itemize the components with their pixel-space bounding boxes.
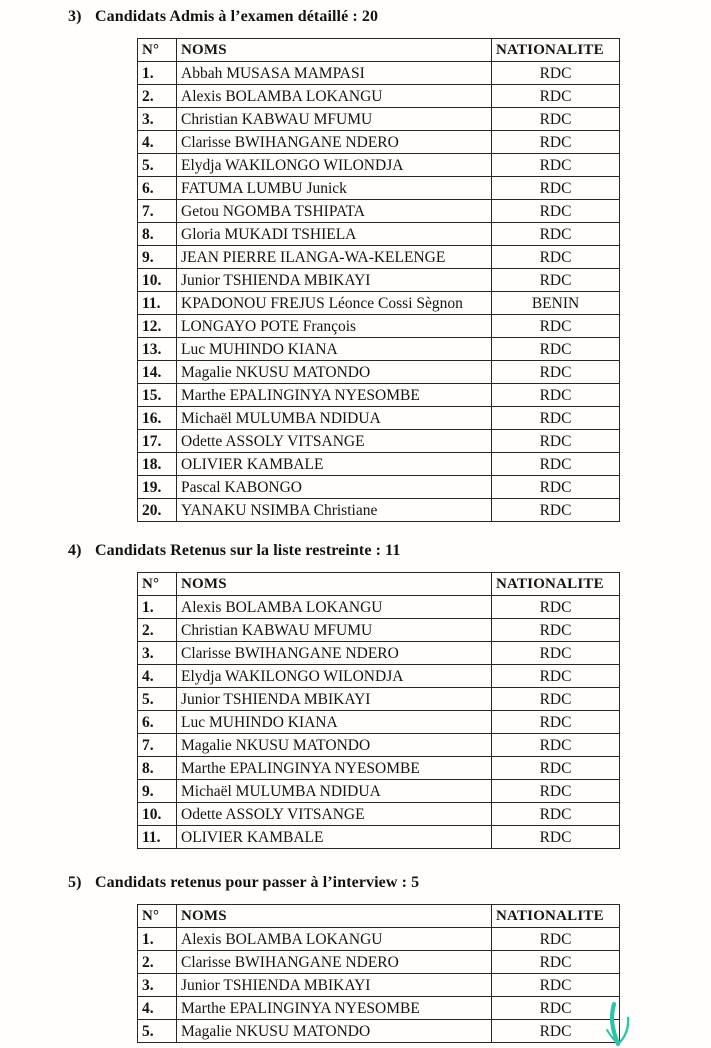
candidate-nationality: RDC: [492, 499, 620, 522]
candidate-nationality: RDC: [492, 734, 620, 757]
row-number: 3.: [138, 642, 177, 665]
candidate-nationality: RDC: [492, 154, 620, 177]
row-number: 10.: [138, 269, 177, 292]
candidate-nationality: RDC: [492, 619, 620, 642]
candidates-section: [0, 542, 711, 849]
candidate-nationality: RDC: [492, 974, 620, 997]
section-number: 4): [68, 542, 82, 559]
candidate-nationality: BENIN: [492, 292, 620, 315]
table-row: [138, 803, 620, 826]
section-number: 5): [68, 874, 82, 891]
row-number: 1.: [138, 596, 177, 619]
table-row: [138, 177, 620, 200]
candidate-name: Magalie NKUSU MATONDO: [177, 1020, 492, 1043]
table-row: [138, 757, 620, 780]
row-number: 4.: [138, 665, 177, 688]
candidate-nationality: RDC: [492, 361, 620, 384]
candidate-nationality: RDC: [492, 338, 620, 361]
candidate-nationality: RDC: [492, 269, 620, 292]
row-number: 2.: [138, 85, 177, 108]
candidate-nationality: RDC: [492, 315, 620, 338]
candidate-nationality: RDC: [492, 476, 620, 499]
table-row: [138, 974, 620, 997]
candidate-name: OLIVIER KAMBALE: [177, 453, 492, 476]
table-row: [138, 430, 620, 453]
table-row: [138, 619, 620, 642]
row-number: 2.: [138, 951, 177, 974]
candidate-name: Getou NGOMBA TSHIPATA: [177, 200, 492, 223]
table-row: [138, 223, 620, 246]
table-header-row: [138, 905, 620, 928]
candidate-name: Marthe EPALINGINYA NYESOMBE: [177, 997, 492, 1020]
candidate-nationality: RDC: [492, 826, 620, 849]
candidate-nationality: RDC: [492, 951, 620, 974]
table-row: [138, 711, 620, 734]
candidate-nationality: RDC: [492, 803, 620, 826]
candidate-nationality: RDC: [492, 711, 620, 734]
candidate-nationality: RDC: [492, 1020, 620, 1043]
candidate-name: LONGAYO POTE François: [177, 315, 492, 338]
column-header-nationalite: NATIONALITE: [492, 39, 620, 62]
candidate-nationality: RDC: [492, 642, 620, 665]
candidate-name: Michaël MULUMBA NDIDUA: [177, 780, 492, 803]
row-number: 13.: [138, 338, 177, 361]
column-header-nationalite: NATIONALITE: [492, 905, 620, 928]
sections-container: [0, 8, 711, 1043]
row-number: 4.: [138, 131, 177, 154]
row-number: 14.: [138, 361, 177, 384]
row-number: 15.: [138, 384, 177, 407]
section-number: 3): [68, 8, 82, 25]
row-number: 20.: [138, 499, 177, 522]
section-title: Candidats Retenus sur la liste restreinte : 11: [95, 542, 401, 559]
candidate-nationality: RDC: [492, 596, 620, 619]
row-number: 19.: [138, 476, 177, 499]
row-number: 5.: [138, 1020, 177, 1043]
table-row: [138, 384, 620, 407]
table-row: [138, 642, 620, 665]
candidate-name: Junior TSHIENDA MBIKAYI: [177, 974, 492, 997]
candidate-name: Pascal KABONGO: [177, 476, 492, 499]
candidates-section: [0, 8, 711, 522]
candidate-nationality: RDC: [492, 384, 620, 407]
table-header-row: [138, 573, 620, 596]
table-row: [138, 246, 620, 269]
table-row: [138, 688, 620, 711]
row-number: 6.: [138, 177, 177, 200]
candidate-nationality: RDC: [492, 62, 620, 85]
candidate-name: Alexis BOLAMBA LOKANGU: [177, 596, 492, 619]
candidate-nationality: RDC: [492, 108, 620, 131]
candidate-name: JEAN PIERRE ILANGA-WA-KELENGE: [177, 246, 492, 269]
candidate-name: Luc MUHINDO KIANA: [177, 711, 492, 734]
candidate-name: Abbah MUSASA MAMPASI: [177, 62, 492, 85]
candidate-name: Christian KABWAU MFUMU: [177, 108, 492, 131]
table-row: [138, 62, 620, 85]
row-number: 7.: [138, 734, 177, 757]
row-number: 11.: [138, 292, 177, 315]
candidate-nationality: RDC: [492, 928, 620, 951]
candidate-name: Clarisse BWIHANGANE NDERO: [177, 131, 492, 154]
candidate-nationality: RDC: [492, 85, 620, 108]
row-number: 4.: [138, 997, 177, 1020]
candidate-name: Luc MUHINDO KIANA: [177, 338, 492, 361]
row-number: 6.: [138, 711, 177, 734]
candidate-nationality: RDC: [492, 780, 620, 803]
column-header-nationalite: NATIONALITE: [492, 573, 620, 596]
candidate-nationality: RDC: [492, 453, 620, 476]
table-row: [138, 734, 620, 757]
candidate-nationality: RDC: [492, 688, 620, 711]
candidate-name: Odette ASSOLY VITSANGE: [177, 430, 492, 453]
table-row: [138, 453, 620, 476]
candidate-name: Gloria MUKADI TSHIELA: [177, 223, 492, 246]
column-header-num: N°: [138, 39, 177, 62]
row-number: 9.: [138, 780, 177, 803]
candidate-name: Odette ASSOLY VITSANGE: [177, 803, 492, 826]
row-number: 10.: [138, 803, 177, 826]
candidate-name: YANAKU NSIMBA Christiane: [177, 499, 492, 522]
table-row: [138, 826, 620, 849]
candidate-name: Clarisse BWIHANGANE NDERO: [177, 951, 492, 974]
table-row: [138, 665, 620, 688]
candidate-name: Magalie NKUSU MATONDO: [177, 734, 492, 757]
candidate-nationality: RDC: [492, 997, 620, 1020]
row-number: 18.: [138, 453, 177, 476]
table-row: [138, 108, 620, 131]
candidate-name: Junior TSHIENDA MBIKAYI: [177, 269, 492, 292]
candidate-name: Elydja WAKILONGO WILONDJA: [177, 154, 492, 177]
column-header-noms: NOMS: [177, 905, 492, 928]
table-row: [138, 361, 620, 384]
row-number: 12.: [138, 315, 177, 338]
table-row: [138, 596, 620, 619]
candidate-name: Alexis BOLAMBA LOKANGU: [177, 85, 492, 108]
candidate-name: OLIVIER KAMBALE: [177, 826, 492, 849]
candidates-table: [137, 904, 620, 1043]
candidate-name: Marthe EPALINGINYA NYESOMBE: [177, 384, 492, 407]
candidate-name: Junior TSHIENDA MBIKAYI: [177, 688, 492, 711]
candidate-nationality: RDC: [492, 757, 620, 780]
row-number: 5.: [138, 154, 177, 177]
table-row: [138, 499, 620, 522]
table-row: [138, 780, 620, 803]
candidate-name: Marthe EPALINGINYA NYESOMBE: [177, 757, 492, 780]
table-row: [138, 85, 620, 108]
candidate-name: Michaël MULUMBA NDIDUA: [177, 407, 492, 430]
pen-mark-stroke-tail: [618, 1018, 628, 1044]
candidate-nationality: RDC: [492, 665, 620, 688]
table-header-row: [138, 39, 620, 62]
teal-pen-mark: [604, 1002, 638, 1048]
row-number: 2.: [138, 619, 177, 642]
column-header-noms: NOMS: [177, 39, 492, 62]
candidate-nationality: RDC: [492, 407, 620, 430]
section-title: Candidats Admis à l’examen détaillé : 20: [95, 8, 379, 25]
row-number: 11.: [138, 826, 177, 849]
candidate-name: KPADONOU FREJUS Léonce Cossi Sègnon: [177, 292, 492, 315]
candidate-nationality: RDC: [492, 246, 620, 269]
section-heading: [68, 542, 711, 560]
row-number: 8.: [138, 223, 177, 246]
candidate-name: Clarisse BWIHANGANE NDERO: [177, 642, 492, 665]
row-number: 17.: [138, 430, 177, 453]
candidate-name: FATUMA LUMBU Junick: [177, 177, 492, 200]
section-title: Candidats retenus pour passer à l’interview : 5: [95, 874, 420, 891]
table-row: [138, 407, 620, 430]
column-header-noms: NOMS: [177, 573, 492, 596]
column-header-num: N°: [138, 573, 177, 596]
candidate-name: Christian KABWAU MFUMU: [177, 619, 492, 642]
table-row: [138, 338, 620, 361]
column-header-num: N°: [138, 905, 177, 928]
table-row: [138, 1020, 620, 1043]
table-row: [138, 928, 620, 951]
table-row: [138, 951, 620, 974]
candidate-name: Elydja WAKILONGO WILONDJA: [177, 665, 492, 688]
table-row: [138, 997, 620, 1020]
table-row: [138, 292, 620, 315]
table-row: [138, 476, 620, 499]
row-number: 1.: [138, 62, 177, 85]
row-number: 3.: [138, 108, 177, 131]
table-row: [138, 131, 620, 154]
table-row: [138, 315, 620, 338]
section-heading: [68, 8, 711, 26]
candidate-nationality: RDC: [492, 177, 620, 200]
section-heading: [68, 874, 711, 892]
candidate-nationality: RDC: [492, 223, 620, 246]
row-number: 8.: [138, 757, 177, 780]
row-number: 16.: [138, 407, 177, 430]
candidates-table: [137, 572, 620, 849]
candidate-name: Alexis BOLAMBA LOKANGU: [177, 928, 492, 951]
row-number: 5.: [138, 688, 177, 711]
row-number: 1.: [138, 928, 177, 951]
candidate-nationality: RDC: [492, 200, 620, 223]
table-row: [138, 154, 620, 177]
row-number: 7.: [138, 200, 177, 223]
candidate-nationality: RDC: [492, 430, 620, 453]
table-row: [138, 200, 620, 223]
candidate-nationality: RDC: [492, 131, 620, 154]
candidates-table: [137, 38, 620, 522]
candidate-name: Magalie NKUSU MATONDO: [177, 361, 492, 384]
table-row: [138, 269, 620, 292]
row-number: 9.: [138, 246, 177, 269]
row-number: 3.: [138, 974, 177, 997]
